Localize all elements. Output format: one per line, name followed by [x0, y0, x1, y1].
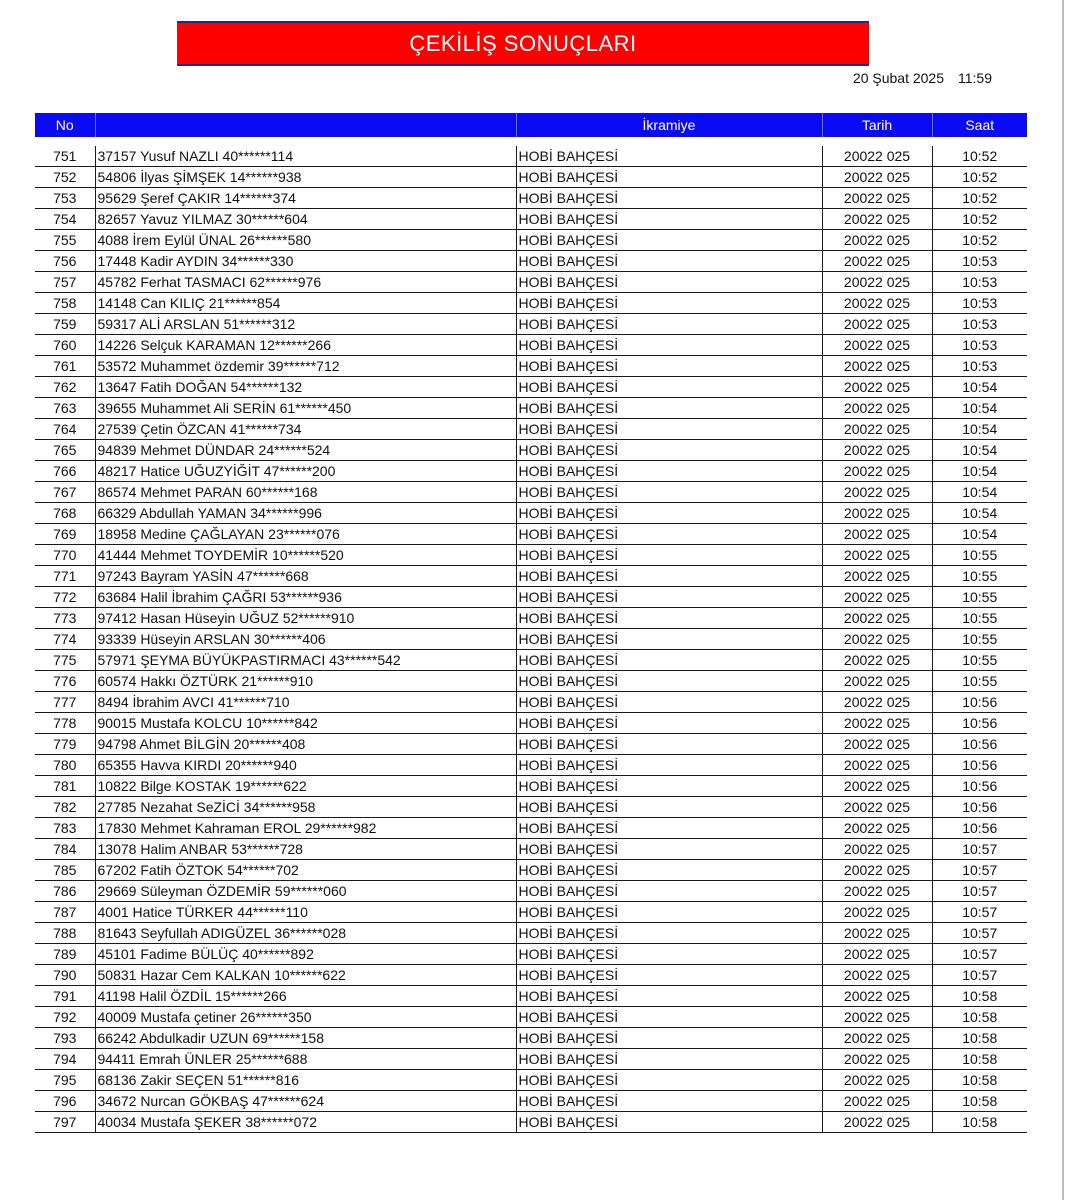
- cell-number: 771: [35, 566, 95, 587]
- cell-prize: HOBİ BAHÇESİ: [516, 503, 822, 524]
- cell-time: 10:56: [932, 818, 1027, 839]
- cell-participant: 17830 Mehmet Kahraman EROL 29******982: [95, 818, 516, 839]
- cell-prize: HOBİ BAHÇESİ: [516, 944, 822, 965]
- cell-time: 10:54: [932, 377, 1027, 398]
- table-row: [35, 335, 1027, 356]
- cell-prize: HOBİ BAHÇESİ: [516, 188, 822, 209]
- table-row: [35, 650, 1027, 671]
- cell-time: 10:57: [932, 965, 1027, 986]
- cell-date: 20022 025: [822, 1091, 932, 1112]
- cell-time: 10:57: [932, 839, 1027, 860]
- cell-number: 786: [35, 881, 95, 902]
- cell-prize: HOBİ BAHÇESİ: [516, 1049, 822, 1070]
- cell-participant: 86574 Mehmet PARAN 60******168: [95, 482, 516, 503]
- cell-date: 20022 025: [822, 566, 932, 587]
- cell-date: 20022 025: [822, 377, 932, 398]
- cell-number: 789: [35, 944, 95, 965]
- cell-time: 10:58: [932, 986, 1027, 1007]
- cell-time: 10:55: [932, 629, 1027, 650]
- cell-number: 765: [35, 440, 95, 461]
- cell-participant: 68136 Zakir SEÇEN 51******816: [95, 1070, 516, 1091]
- cell-prize: HOBİ BAHÇESİ: [516, 860, 822, 881]
- cell-number: 764: [35, 419, 95, 440]
- cell-participant: 65355 Havva KIRDI 20******940: [95, 755, 516, 776]
- cell-date: 20022 025: [822, 167, 932, 188]
- cell-date: 20022 025: [822, 923, 932, 944]
- cell-participant: 13078 Halim ANBAR 53******728: [95, 839, 516, 860]
- cell-date: 20022 025: [822, 461, 932, 482]
- cell-prize: HOBİ BAHÇESİ: [516, 230, 822, 251]
- cell-time: 10:53: [932, 293, 1027, 314]
- cell-time: 10:54: [932, 503, 1027, 524]
- cell-time: 10:58: [932, 1049, 1027, 1070]
- cell-prize: HOBİ BAHÇESİ: [516, 272, 822, 293]
- cell-participant: 94798 Ahmet BİLGİN 20******408: [95, 734, 516, 755]
- cell-number: 778: [35, 713, 95, 734]
- cell-participant: 34672 Nurcan GÖKBAŞ 47******624: [95, 1091, 516, 1112]
- cell-participant: 97243 Bayram YASİN 47******668: [95, 566, 516, 587]
- table-row: [35, 986, 1027, 1007]
- cell-date: 20022 025: [822, 587, 932, 608]
- cell-number: 779: [35, 734, 95, 755]
- cell-date: 20022 025: [822, 755, 932, 776]
- cell-participant: 67202 Fatih ÖZTOK 54******702: [95, 860, 516, 881]
- cell-date: 20022 025: [822, 629, 932, 650]
- table-row: [35, 356, 1027, 377]
- cell-participant: 60574 Hakkı ÖZTÜRK 21******910: [95, 671, 516, 692]
- cell-date: 20022 025: [822, 503, 932, 524]
- cell-number: 792: [35, 1007, 95, 1028]
- cell-participant: 81643 Seyfullah ADIGÜZEL 36******028: [95, 923, 516, 944]
- cell-prize: HOBİ BAHÇESİ: [516, 419, 822, 440]
- cell-number: 766: [35, 461, 95, 482]
- table-row: [35, 188, 1027, 209]
- report-datetime: [820, 70, 992, 86]
- cell-time: 10:53: [932, 251, 1027, 272]
- cell-time: 10:55: [932, 671, 1027, 692]
- cell-date: 20022 025: [822, 671, 932, 692]
- cell-participant: 48217 Hatice UĞUZYİĞİT 47******200: [95, 461, 516, 482]
- cell-date: 20022 025: [822, 440, 932, 461]
- cell-time: 10:58: [932, 1007, 1027, 1028]
- cell-number: 759: [35, 314, 95, 335]
- table-row: [35, 1049, 1027, 1070]
- cell-date: 20022 025: [822, 1007, 932, 1028]
- cell-prize: HOBİ BAHÇESİ: [516, 461, 822, 482]
- cell-prize: HOBİ BAHÇESİ: [516, 1007, 822, 1028]
- table-row: [35, 629, 1027, 650]
- table-row: [35, 209, 1027, 230]
- cell-participant: 93339 Hüseyin ARSLAN 30******406: [95, 629, 516, 650]
- cell-date: 20022 025: [822, 944, 932, 965]
- cell-number: 762: [35, 377, 95, 398]
- cell-number: 768: [35, 503, 95, 524]
- results-table: [35, 113, 1027, 1133]
- table-row: [35, 167, 1027, 188]
- cell-date: 20022 025: [822, 797, 932, 818]
- cell-number: 752: [35, 167, 95, 188]
- cell-date: 20022 025: [822, 734, 932, 755]
- cell-participant: 27785 Nezahat SeZİCİ 34******958: [95, 797, 516, 818]
- header-spacer: [35, 137, 1027, 146]
- column-header-date: Tarih: [822, 113, 932, 137]
- cell-prize: HOBİ BAHÇESİ: [516, 587, 822, 608]
- cell-time: 10:53: [932, 335, 1027, 356]
- cell-time: 10:55: [932, 566, 1027, 587]
- cell-number: 767: [35, 482, 95, 503]
- cell-participant: 90015 Mustafa KOLCU 10******842: [95, 713, 516, 734]
- cell-time: 10:57: [932, 881, 1027, 902]
- cell-participant: 59317 ALİ ARSLAN 51******312: [95, 314, 516, 335]
- cell-time: 10:53: [932, 314, 1027, 335]
- table-row: [35, 923, 1027, 944]
- cell-number: 756: [35, 251, 95, 272]
- table-row: [35, 944, 1027, 965]
- cell-date: 20022 025: [822, 881, 932, 902]
- cell-time: 10:54: [932, 419, 1027, 440]
- cell-prize: HOBİ BAHÇESİ: [516, 776, 822, 797]
- cell-number: 790: [35, 965, 95, 986]
- cell-participant: 53572 Muhammet özdemir 39******712: [95, 356, 516, 377]
- cell-prize: HOBİ BAHÇESİ: [516, 398, 822, 419]
- cell-number: 751: [35, 146, 95, 167]
- cell-date: 20022 025: [822, 419, 932, 440]
- cell-number: 755: [35, 230, 95, 251]
- cell-number: 794: [35, 1049, 95, 1070]
- cell-date: 20022 025: [822, 860, 932, 881]
- cell-time: 10:52: [932, 167, 1027, 188]
- cell-date: 20022 025: [822, 1070, 932, 1091]
- cell-time: 10:52: [932, 230, 1027, 251]
- cell-date: 20022 025: [822, 818, 932, 839]
- cell-number: 785: [35, 860, 95, 881]
- cell-participant: 40009 Mustafa çetiner 26******350: [95, 1007, 516, 1028]
- cell-participant: 4001 Hatice TÜRKER 44******110: [95, 902, 516, 923]
- cell-time: 10:56: [932, 755, 1027, 776]
- cell-number: 780: [35, 755, 95, 776]
- cell-participant: 17448 Kadir AYDIN 34******330: [95, 251, 516, 272]
- cell-participant: 57971 ŞEYMA BÜYÜKPASTIRMACI 43******542: [95, 650, 516, 671]
- cell-date: 20022 025: [822, 335, 932, 356]
- cell-time: 10:58: [932, 1028, 1027, 1049]
- cell-date: 20022 025: [822, 272, 932, 293]
- cell-prize: HOBİ BAHÇESİ: [516, 314, 822, 335]
- table-body: [35, 137, 1027, 1133]
- cell-date: 20022 025: [822, 251, 932, 272]
- cell-time: 10:58: [932, 1112, 1027, 1133]
- cell-date: 20022 025: [822, 398, 932, 419]
- cell-prize: HOBİ BAHÇESİ: [516, 839, 822, 860]
- cell-prize: HOBİ BAHÇESİ: [516, 335, 822, 356]
- cell-number: 776: [35, 671, 95, 692]
- cell-time: 10:54: [932, 440, 1027, 461]
- cell-number: 795: [35, 1070, 95, 1091]
- cell-number: 763: [35, 398, 95, 419]
- cell-prize: HOBİ BAHÇESİ: [516, 1070, 822, 1091]
- cell-time: 10:57: [932, 923, 1027, 944]
- cell-time: 10:55: [932, 650, 1027, 671]
- cell-prize: HOBİ BAHÇESİ: [516, 650, 822, 671]
- table-row: [35, 1028, 1027, 1049]
- column-header-prize: İkramiye: [516, 113, 822, 137]
- cell-number: 769: [35, 524, 95, 545]
- cell-prize: HOBİ BAHÇESİ: [516, 965, 822, 986]
- cell-number: 797: [35, 1112, 95, 1133]
- column-header-no: No: [35, 113, 95, 137]
- table-row: [35, 230, 1027, 251]
- table-row: [35, 377, 1027, 398]
- cell-participant: 66329 Abdullah YAMAN 34******996: [95, 503, 516, 524]
- cell-prize: HOBİ BAHÇESİ: [516, 923, 822, 944]
- cell-number: 793: [35, 1028, 95, 1049]
- cell-number: 772: [35, 587, 95, 608]
- cell-prize: HOBİ BAHÇESİ: [516, 986, 822, 1007]
- cell-time: 10:54: [932, 482, 1027, 503]
- cell-prize: HOBİ BAHÇESİ: [516, 293, 822, 314]
- cell-number: 788: [35, 923, 95, 944]
- table-row: [35, 398, 1027, 419]
- cell-participant: 27539 Çetin ÖZCAN 41******734: [95, 419, 516, 440]
- cell-number: 754: [35, 209, 95, 230]
- table-row: [35, 1112, 1027, 1133]
- cell-date: 20022 025: [822, 1049, 932, 1070]
- table-row: [35, 818, 1027, 839]
- cell-date: 20022 025: [822, 1028, 932, 1049]
- cell-prize: HOBİ BAHÇESİ: [516, 797, 822, 818]
- cell-time: 10:55: [932, 587, 1027, 608]
- cell-prize: HOBİ BAHÇESİ: [516, 545, 822, 566]
- cell-number: 791: [35, 986, 95, 1007]
- cell-time: 10:55: [932, 545, 1027, 566]
- cell-prize: HOBİ BAHÇESİ: [516, 902, 822, 923]
- cell-number: 757: [35, 272, 95, 293]
- cell-participant: 4088 İrem Eylül ÜNAL 26******580: [95, 230, 516, 251]
- cell-date: 20022 025: [822, 209, 932, 230]
- cell-prize: HOBİ BAHÇESİ: [516, 167, 822, 188]
- cell-number: 770: [35, 545, 95, 566]
- cell-participant: 45101 Fadime BÜLÜÇ 40******892: [95, 944, 516, 965]
- table-row: [35, 1007, 1027, 1028]
- cell-number: 758: [35, 293, 95, 314]
- table-row: [35, 881, 1027, 902]
- table-row: [35, 251, 1027, 272]
- table-row: [35, 1070, 1027, 1091]
- cell-date: 20022 025: [822, 713, 932, 734]
- page-title: ÇEKİLİŞ SONUÇLARI: [409, 30, 637, 56]
- cell-date: 20022 025: [822, 608, 932, 629]
- cell-participant: 14226 Selçuk KARAMAN 12******266: [95, 335, 516, 356]
- cell-date: 20022 025: [822, 545, 932, 566]
- table-row: [35, 545, 1027, 566]
- table-row: [35, 608, 1027, 629]
- cell-prize: HOBİ BAHÇESİ: [516, 356, 822, 377]
- cell-time: 10:57: [932, 944, 1027, 965]
- cell-number: 781: [35, 776, 95, 797]
- table-row: [35, 965, 1027, 986]
- cell-participant: 40034 Mustafa ŞEKER 38******072: [95, 1112, 516, 1133]
- cell-time: 10:55: [932, 608, 1027, 629]
- cell-date: 20022 025: [822, 986, 932, 1007]
- cell-prize: HOBİ BAHÇESİ: [516, 146, 822, 167]
- table-row: [35, 713, 1027, 734]
- cell-date: 20022 025: [822, 293, 932, 314]
- cell-time: 10:56: [932, 713, 1027, 734]
- table-row: [35, 482, 1027, 503]
- cell-participant: 82657 Yavuz YILMAZ 30******604: [95, 209, 516, 230]
- cell-number: 760: [35, 335, 95, 356]
- cell-time: 10:53: [932, 272, 1027, 293]
- cell-number: 777: [35, 692, 95, 713]
- table-row: [35, 419, 1027, 440]
- cell-date: 20022 025: [822, 524, 932, 545]
- cell-date: 20022 025: [822, 902, 932, 923]
- cell-time: 10:52: [932, 188, 1027, 209]
- cell-time: 10:57: [932, 860, 1027, 881]
- table-row: [35, 440, 1027, 461]
- cell-prize: HOBİ BAHÇESİ: [516, 524, 822, 545]
- cell-prize: HOBİ BAHÇESİ: [516, 1028, 822, 1049]
- cell-time: 10:58: [932, 1070, 1027, 1091]
- cell-time: 10:56: [932, 734, 1027, 755]
- cell-number: 773: [35, 608, 95, 629]
- cell-date: 20022 025: [822, 188, 932, 209]
- cell-participant: 94411 Emrah ÜNLER 25******688: [95, 1049, 516, 1070]
- table-row: [35, 671, 1027, 692]
- cell-participant: 45782 Ferhat TASMACI 62******976: [95, 272, 516, 293]
- cell-prize: HOBİ BAHÇESİ: [516, 377, 822, 398]
- cell-participant: 66242 Abdulkadir UZUN 69******158: [95, 1028, 516, 1049]
- cell-number: 774: [35, 629, 95, 650]
- cell-participant: 95629 Şeref ÇAKIR 14******374: [95, 188, 516, 209]
- cell-date: 20022 025: [822, 1112, 932, 1133]
- table-row: [35, 692, 1027, 713]
- cell-number: 787: [35, 902, 95, 923]
- cell-prize: HOBİ BAHÇESİ: [516, 713, 822, 734]
- cell-time: 10:58: [932, 1091, 1027, 1112]
- cell-time: 10:53: [932, 356, 1027, 377]
- table-row: [35, 755, 1027, 776]
- cell-date: 20022 025: [822, 839, 932, 860]
- table-header-row: [35, 113, 1027, 137]
- table-row: [35, 734, 1027, 755]
- cell-time: 10:57: [932, 902, 1027, 923]
- cell-prize: HOBİ BAHÇESİ: [516, 566, 822, 587]
- cell-date: 20022 025: [822, 482, 932, 503]
- cell-prize: HOBİ BAHÇESİ: [516, 440, 822, 461]
- cell-prize: HOBİ BAHÇESİ: [516, 482, 822, 503]
- cell-participant: 50831 Hazar Cem KALKAN 10******622: [95, 965, 516, 986]
- cell-participant: 94839 Mehmet DÜNDAR 24******524: [95, 440, 516, 461]
- cell-date: 20022 025: [822, 230, 932, 251]
- cell-participant: 54806 İlyas ŞİMŞEK 14******938: [95, 167, 516, 188]
- cell-participant: 13647 Fatih DOĞAN 54******132: [95, 377, 516, 398]
- table-row: [35, 587, 1027, 608]
- cell-time: 10:52: [932, 146, 1027, 167]
- table-row: [35, 902, 1027, 923]
- table-row: [35, 314, 1027, 335]
- table-row: [35, 860, 1027, 881]
- cell-date: 20022 025: [822, 692, 932, 713]
- cell-time: 10:54: [932, 398, 1027, 419]
- cell-participant: 97412 Hasan Hüseyin UĞUZ 52******910: [95, 608, 516, 629]
- cell-time: 10:54: [932, 524, 1027, 545]
- table-row: [35, 272, 1027, 293]
- cell-date: 20022 025: [822, 314, 932, 335]
- report-date: 20 Şubat 2025: [852, 70, 944, 86]
- cell-participant: 10822 Bilge KOSTAK 19******622: [95, 776, 516, 797]
- table-row: [35, 461, 1027, 482]
- cell-prize: HOBİ BAHÇESİ: [516, 209, 822, 230]
- cell-prize: HOBİ BAHÇESİ: [516, 881, 822, 902]
- table-row: [35, 146, 1027, 167]
- cell-time: 10:56: [932, 692, 1027, 713]
- column-header-name: [95, 113, 516, 137]
- cell-participant: 41198 Halil ÖZDİL 15******266: [95, 986, 516, 1007]
- cell-time: 10:56: [932, 797, 1027, 818]
- cell-participant: 63684 Halil İbrahim ÇAĞRI 53******936: [95, 587, 516, 608]
- cell-prize: HOBİ BAHÇESİ: [516, 251, 822, 272]
- cell-date: 20022 025: [822, 356, 932, 377]
- cell-prize: HOBİ BAHÇESİ: [516, 608, 822, 629]
- column-header-time: Saat: [932, 113, 1027, 137]
- table-row: [35, 566, 1027, 587]
- cell-participant: 39655 Muhammet Ali SERİN 61******450: [95, 398, 516, 419]
- cell-number: 782: [35, 797, 95, 818]
- cell-participant: 29669 Süleyman ÖZDEMİR 59******060: [95, 881, 516, 902]
- report-time: 11:59: [958, 70, 992, 86]
- table-row: [35, 293, 1027, 314]
- table-row: [35, 797, 1027, 818]
- cell-prize: HOBİ BAHÇESİ: [516, 1112, 822, 1133]
- table-row: [35, 839, 1027, 860]
- table-row: [35, 524, 1027, 545]
- cell-participant: 14148 Can KILIÇ 21******854: [95, 293, 516, 314]
- cell-time: 10:54: [932, 461, 1027, 482]
- cell-prize: HOBİ BAHÇESİ: [516, 818, 822, 839]
- cell-participant: 8494 İbrahim AVCI 41******710: [95, 692, 516, 713]
- table-row: [35, 776, 1027, 797]
- cell-prize: HOBİ BAHÇESİ: [516, 671, 822, 692]
- cell-participant: 41444 Mehmet TOYDEMİR 10******520: [95, 545, 516, 566]
- cell-date: 20022 025: [822, 650, 932, 671]
- cell-date: 20022 025: [822, 965, 932, 986]
- cell-number: 796: [35, 1091, 95, 1112]
- cell-number: 761: [35, 356, 95, 377]
- cell-prize: HOBİ BAHÇESİ: [516, 692, 822, 713]
- cell-prize: HOBİ BAHÇESİ: [516, 755, 822, 776]
- cell-number: 753: [35, 188, 95, 209]
- cell-prize: HOBİ BAHÇESİ: [516, 629, 822, 650]
- cell-prize: HOBİ BAHÇESİ: [516, 734, 822, 755]
- cell-number: 783: [35, 818, 95, 839]
- page-edge: [1062, 0, 1064, 1200]
- cell-time: 10:56: [932, 776, 1027, 797]
- cell-participant: 18958 Medine ÇAĞLAYAN 23******076: [95, 524, 516, 545]
- cell-number: 775: [35, 650, 95, 671]
- table-row: [35, 1091, 1027, 1112]
- cell-number: 784: [35, 839, 95, 860]
- cell-time: 10:52: [932, 209, 1027, 230]
- cell-date: 20022 025: [822, 776, 932, 797]
- table-row: [35, 503, 1027, 524]
- cell-prize: HOBİ BAHÇESİ: [516, 1091, 822, 1112]
- title-banner: [177, 21, 869, 66]
- cell-participant: 37157 Yusuf NAZLI 40******114: [95, 146, 516, 167]
- cell-date: 20022 025: [822, 146, 932, 167]
